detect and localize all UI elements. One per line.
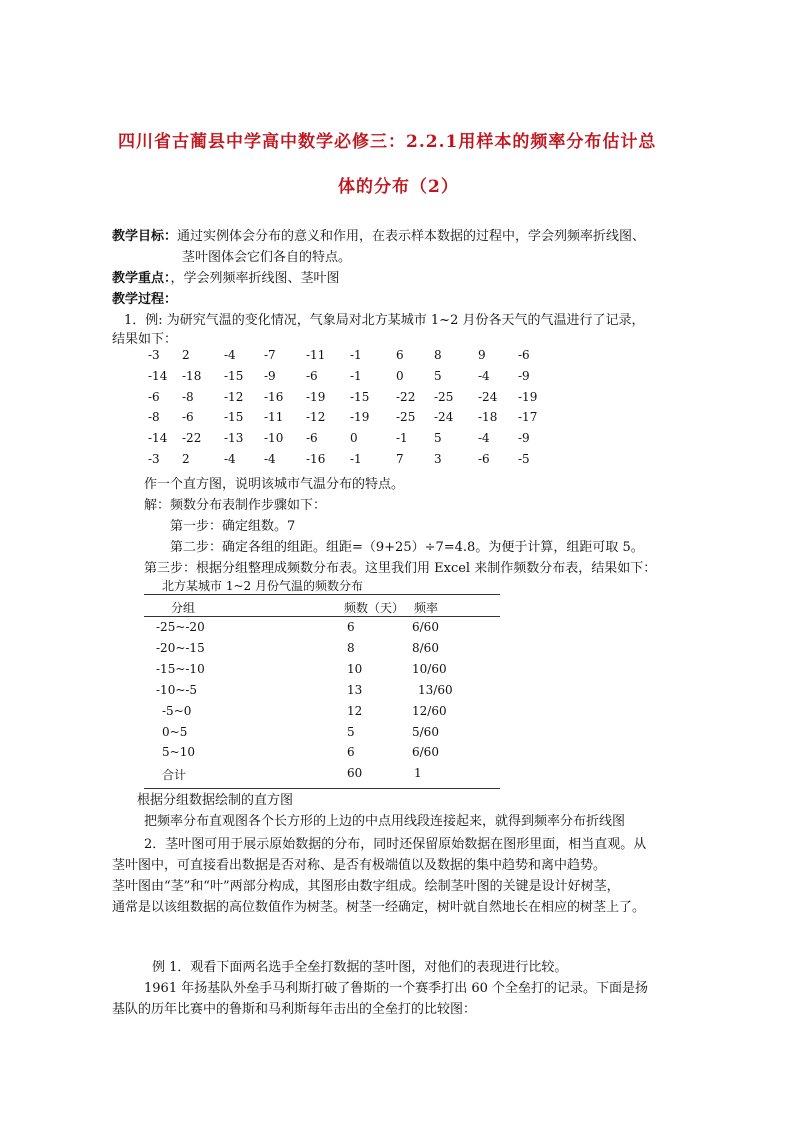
task-line: 作一个直方图，说明该城市气温分布的特点。 <box>144 477 405 492</box>
temperature-value: -13 <box>224 431 244 446</box>
cell-group: 0~5 <box>162 724 188 739</box>
temperature-value: -14 <box>148 431 168 446</box>
temperature-value: -15 <box>224 410 244 425</box>
cell-count: 12 <box>347 703 363 718</box>
temperature-value: -15 <box>350 389 370 404</box>
cell-count: 6 <box>347 745 355 760</box>
temperature-value: -8 <box>148 410 160 425</box>
cell-rate: 13/60 <box>418 682 453 697</box>
cell-group: -15~-10 <box>156 661 205 676</box>
header-group: 分组 <box>171 601 196 615</box>
temperature-value: -1 <box>350 348 362 362</box>
cell-rate: 10/60 <box>412 661 447 676</box>
temperature-value: -18 <box>478 410 498 425</box>
header-frequency: 频数（天） <box>344 601 405 615</box>
temperature-value: -10 <box>264 431 284 446</box>
example-1: 例 1．观看下面两名选手全垒打数据的茎叶图，对他们的表现进行比较。 <box>152 960 568 975</box>
example-1-para-1: 1961 年扬基队外垒手马利斯打破了鲁斯的一个赛季打出 60 个全垒打的记录。下面是扬 <box>144 981 649 996</box>
temperature-value: 8 <box>434 348 442 362</box>
temperature-value: -19 <box>350 410 370 425</box>
temperature-value: -6 <box>306 368 318 383</box>
temperature-value: -16 <box>306 452 326 466</box>
temperature-value: 2 <box>182 452 190 466</box>
p2-line-2: 茎叶图中，可直接看出数据是否对称、是否有极端值以及数据的集中趋势和离中趋势。 <box>112 858 607 873</box>
goal-text-1: 通过实例体会分布的意义和作用，在表示样本数据的过程中，学会列频率折线图、 <box>177 229 646 244</box>
cell-rate: 1 <box>414 766 422 781</box>
cell-group: -10~-5 <box>156 682 198 697</box>
temperature-value: -19 <box>306 389 326 404</box>
cell-rate: 6/60 <box>412 620 439 634</box>
title-line-1: 四川省古蔺县中学高中数学必修三：2.2.1用样本的频率分布估计总 <box>118 132 657 152</box>
polygon-line: 把频率分布直观图各个长方形的上边的中点用线段连接起来，就得到频率分布折线图 <box>144 814 626 829</box>
temperature-value: 9 <box>478 348 486 362</box>
table-top-rule <box>144 594 500 595</box>
table-caption: 北方某城市 1~2 月份气温的频数分布 <box>162 579 363 593</box>
temperature-value: -6 <box>518 348 530 362</box>
temperature-value: -22 <box>182 431 202 446</box>
p2-line-4: 通常是以该组数据的高位数值作为树茎。树茎一经确定，树叶就自然地长在相应的树茎上了。 <box>112 900 646 915</box>
temperature-value: -11 <box>264 410 284 425</box>
temperature-value: -25 <box>434 389 454 404</box>
goal-label: 教学目标： <box>112 229 178 244</box>
temperature-value: -4 <box>478 368 490 383</box>
temperature-value: -1 <box>350 368 362 383</box>
temperature-value: 0 <box>350 431 358 446</box>
temperature-value: 7 <box>396 452 404 466</box>
goal-text-2: 茎叶图体会它们各自的特点。 <box>182 250 352 265</box>
table-header-rule <box>144 616 500 617</box>
temperature-value: -12 <box>306 410 326 425</box>
temperature-value: -18 <box>182 368 202 383</box>
key-text: ，学会列频率折线图、茎叶图 <box>170 271 340 286</box>
cell-count: 8 <box>347 640 355 655</box>
temperature-value: -15 <box>224 368 244 383</box>
histogram-caption: 根据分组数据绘制的直方图 <box>137 793 294 808</box>
temperature-value: -19 <box>518 389 538 404</box>
temperature-value: -5 <box>518 452 530 466</box>
temperature-value: -6 <box>478 452 490 466</box>
temperature-value: -16 <box>264 389 284 404</box>
temperature-value: -3 <box>148 452 160 466</box>
temperature-value: -14 <box>148 368 168 383</box>
p2-line-3: 茎叶图由“茎”和“叶”两部分构成，其图形由数字组成。绘制茎叶图的关键是设计好树茎， <box>112 879 620 894</box>
step-3: 第三步：根据分组整理成频数分布表。这里我们用 Excel 来制作频数分布表，结果如下： <box>144 561 657 576</box>
cell-count: 5 <box>347 724 355 739</box>
cell-group: 合计 <box>162 768 187 783</box>
temperature-value: 0 <box>396 368 404 383</box>
temperature-value: -7 <box>264 348 276 362</box>
temperature-value: -3 <box>148 348 160 362</box>
temperature-value: 6 <box>396 348 404 362</box>
key-label: 教学重点： <box>112 271 171 286</box>
temperature-value: -4 <box>224 452 236 466</box>
temperature-value: -8 <box>182 389 194 404</box>
header-rate: 频率 <box>414 601 439 615</box>
cell-group: -5~0 <box>162 703 192 718</box>
cell-group: 5~10 <box>162 745 195 760</box>
cell-count: 10 <box>347 661 363 676</box>
temperature-value: -25 <box>396 410 416 425</box>
temperature-value: 5 <box>434 431 442 446</box>
step-2: 第二步：确定各组的组距。组距=（9+25）÷7=4.8。为便于计算，组距可取 5。 <box>170 540 644 555</box>
temperature-value: -24 <box>434 410 454 425</box>
temperature-value: -1 <box>350 452 362 466</box>
temperature-value: -6 <box>182 410 194 425</box>
p2-line-1: 2．茎叶图可用于展示原始数据的分布，同时还保留原始数据在图形里面，相当直观。从 <box>144 837 647 852</box>
temperature-value: 2 <box>182 348 190 362</box>
process-label: 教学过程： <box>112 292 178 307</box>
title-line-2: 体的分布（2） <box>338 177 459 197</box>
cell-group: -20~-15 <box>156 640 205 655</box>
temperature-value: -6 <box>306 431 318 446</box>
temperature-value: -4 <box>224 348 236 362</box>
cell-count: 60 <box>347 766 363 781</box>
temperature-value: 5 <box>434 368 442 383</box>
p1-line-2: 结果如下： <box>112 332 178 347</box>
temperature-value: -9 <box>518 368 530 383</box>
temperature-value: -6 <box>148 389 160 404</box>
teaching-goal <box>112 225 645 244</box>
temperature-value: 3 <box>434 452 442 466</box>
example-1-para-2: 基队的历年比赛中的鲁斯和马利斯每年击出的全垒打的比较图： <box>112 1002 477 1017</box>
temperature-value: -4 <box>264 452 276 466</box>
solution-line: 解：频数分布表制作步骤如下： <box>144 498 327 513</box>
cell-count: 6 <box>347 620 355 634</box>
cell-rate: 8/60 <box>412 640 439 655</box>
temperature-value: -24 <box>478 389 498 404</box>
temperature-value: -17 <box>518 410 538 425</box>
cell-rate: 5/60 <box>412 724 439 739</box>
cell-group: -25~-20 <box>156 620 205 634</box>
cell-count: 13 <box>347 682 363 697</box>
temperature-value: -9 <box>518 431 530 446</box>
p1-line-1: 1．例: 为研究气温的变化情况，气象局对北方某城市 1~2 月份各天气的气温进行了记录， <box>124 313 645 328</box>
cell-rate: 6/60 <box>412 745 439 760</box>
temperature-value: -22 <box>396 389 416 404</box>
temperature-value: -1 <box>396 431 408 446</box>
temperature-value: -4 <box>478 431 490 446</box>
cell-rate: 12/60 <box>412 703 447 718</box>
temperature-value: -12 <box>224 389 244 404</box>
temperature-value: -9 <box>264 368 276 383</box>
temperature-value: -11 <box>306 348 326 362</box>
step-1: 第一步：确定组数。7 <box>170 519 296 534</box>
teaching-key <box>112 267 340 286</box>
